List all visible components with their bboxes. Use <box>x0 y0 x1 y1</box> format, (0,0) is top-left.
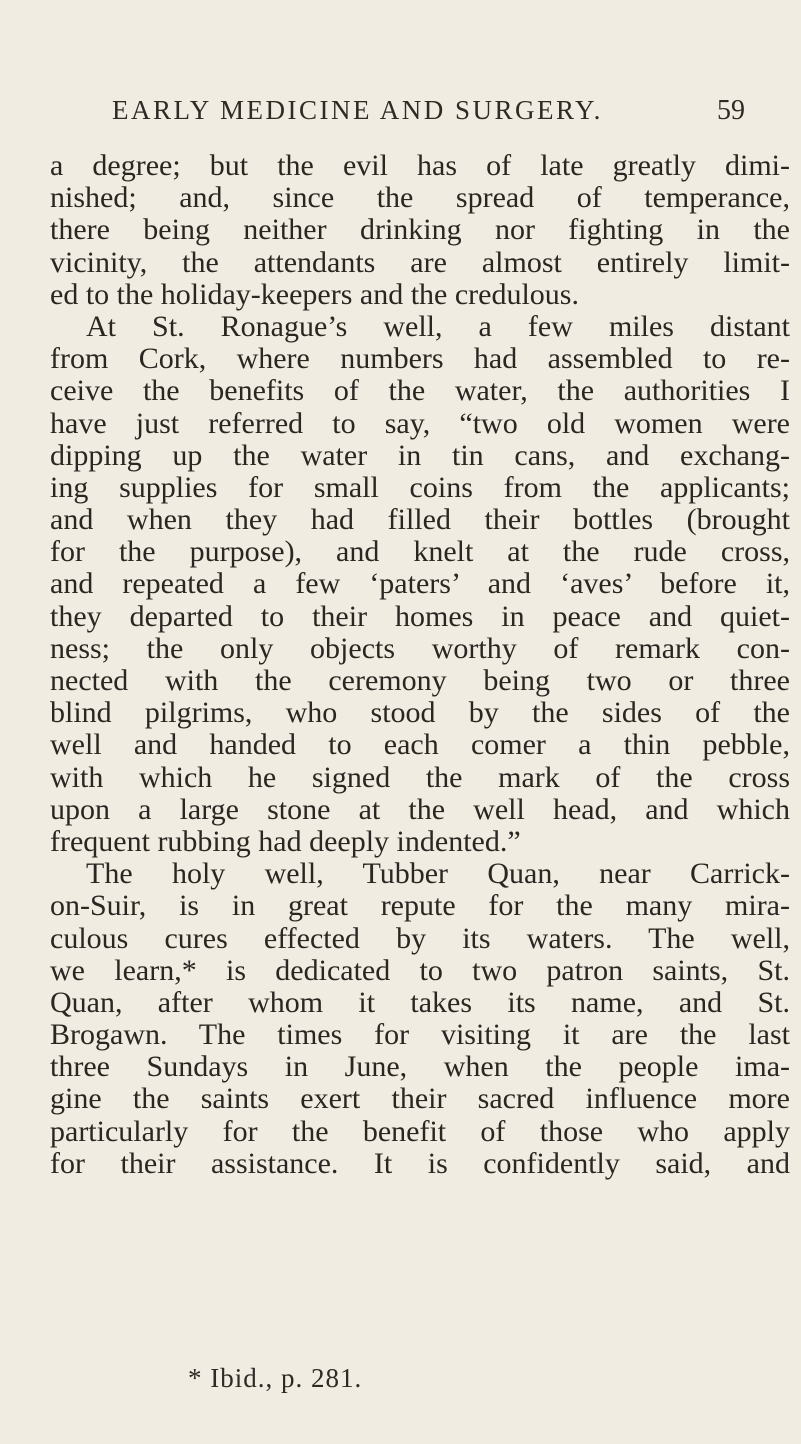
text-line: culous cures effected by its waters. The well, <box>50 921 790 955</box>
text-line: for the purpose), and knelt at the rude cross, <box>50 535 790 569</box>
text-line: they departed to their homes in peace and quiet- <box>50 599 790 633</box>
text-line: and when they had filled their bottles (brought <box>50 503 790 537</box>
text-line: blind pilgrims, who stood by the sides of the <box>50 696 790 730</box>
page-header <box>0 95 801 135</box>
text-line: three Sundays in June, when the people ima- <box>50 1050 790 1084</box>
text-line: gine the saints exert their sacred influence more <box>50 1082 790 1116</box>
text-line: and repeated a few ‘paters’ and ‘aves’ before it, <box>50 567 790 601</box>
text-line: ness; the only objects worthy of remark con- <box>50 631 790 665</box>
text-line: nected with the ceremony being two or three <box>50 664 790 697</box>
text-line: ceive the benefits of the water, the authorities I <box>50 374 790 408</box>
page-number: 59 <box>717 95 745 126</box>
text-line: frequent rubbing had deeply indented.” <box>50 824 521 858</box>
running-title: EARLY MEDICINE AND SURGERY. <box>112 95 603 125</box>
text-line: for their assistance. It is confidently said, and <box>50 1146 790 1180</box>
text-line: Quan, after whom it takes its name, and St. <box>50 985 790 1019</box>
text-line: there being neither drinking nor fighting in the <box>50 213 790 247</box>
text-line: from Cork, where numbers had assembled to re- <box>50 342 790 376</box>
text-line: we learn,* is dedicated to two patron saints, St. <box>50 953 790 987</box>
text-line: have just referred to say, “two old women were <box>50 406 790 440</box>
text-line: upon a large stone at the well head, and which <box>50 792 790 826</box>
text-line: well and handed to each comer a thin pebble, <box>50 728 790 762</box>
text-line: ed to the holiday-keepers and the credulous. <box>50 277 579 311</box>
text-line: vicinity, the attendants are almost entirely limit- <box>50 245 790 279</box>
text-line: with which he signed the mark of the cross <box>50 760 790 794</box>
text-line: ing supplies for small coins from the applicants; <box>50 470 790 504</box>
text-line: The holy well, Tubber Quan, near Carrick- <box>86 857 790 891</box>
text-line: dipping up the water in tin cans, and exchang- <box>50 438 790 472</box>
text-line: nished; and, since the spread of temperance, <box>50 181 790 215</box>
text-line: on-Suir, is in great repute for the many mira- <box>50 889 790 923</box>
body-text <box>50 150 790 1180</box>
footnote: * Ibid., p. 281. <box>188 1363 363 1393</box>
text-line: Brogawn. The times for visiting it are the last <box>50 1018 790 1052</box>
text-line: a degree; but the evil has of late greatly dimi- <box>50 149 790 182</box>
text-line: At St. Ronague’s well, a few miles distant <box>86 309 790 343</box>
text-line: particularly for the benefit of those who apply <box>50 1114 790 1148</box>
